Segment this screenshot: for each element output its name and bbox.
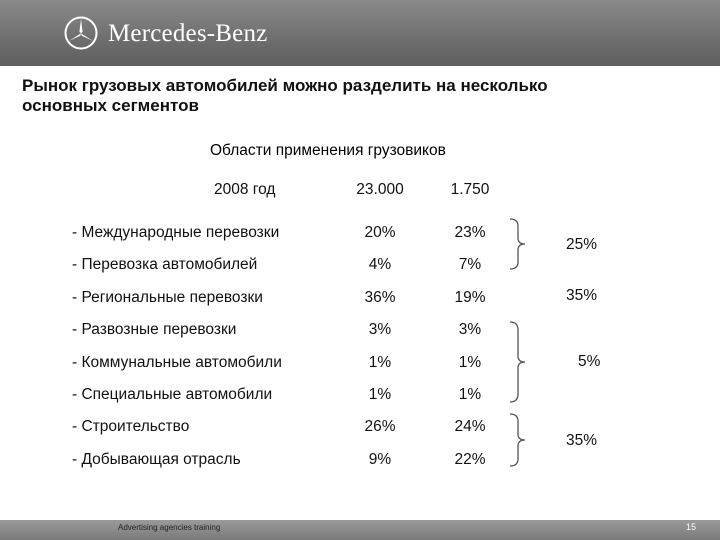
row-value-1: 1%: [368, 386, 392, 403]
group-total: 35%: [566, 432, 598, 449]
row-value-2: 1%: [458, 386, 482, 403]
row-value-2: 7%: [458, 256, 482, 273]
page-number: 15: [686, 522, 697, 532]
row-value-1: 20%: [364, 224, 396, 241]
mercedes-star-icon: [64, 16, 98, 50]
row-label: - Специальные автомобили: [72, 386, 273, 403]
group-brace: [508, 413, 528, 467]
row-value-1: 26%: [364, 418, 396, 435]
row-value-1: 1%: [368, 354, 392, 371]
row-label: - Региональные перевозки: [72, 289, 263, 306]
row-value-2: 1%: [458, 354, 482, 371]
row-label: - Строительство: [72, 418, 190, 435]
row-value-2: 19%: [454, 289, 486, 306]
row-label: - Добывающая отрасль: [72, 451, 241, 468]
footer-caption: Advertising agencies training: [118, 523, 221, 532]
year-label: 2008 год: [214, 181, 276, 198]
row-value-2: 22%: [454, 451, 486, 468]
group-brace: [508, 321, 528, 403]
row-label: - Коммунальные автомобили: [72, 354, 282, 371]
group-total: 35%: [566, 287, 598, 304]
header-bar: [0, 0, 720, 66]
row-label: - Перевозка автомобилей: [72, 256, 258, 273]
section-subtitle: Области применения грузовиков: [210, 142, 446, 159]
page-title: Рынок грузовых автомобилей можно разделить на несколько основных сегментов: [22, 76, 548, 115]
row-value-2: 23%: [454, 224, 486, 241]
row-value-1: 3%: [368, 321, 392, 338]
row-value-1: 36%: [364, 289, 396, 306]
group-brace: [508, 218, 528, 270]
col1-header: 23.000: [356, 181, 404, 198]
row-value-1: 4%: [368, 256, 392, 273]
row-value-1: 9%: [368, 451, 392, 468]
col2-header: 1.750: [450, 181, 490, 198]
row-value-2: 24%: [454, 418, 486, 435]
footer-bar: [0, 520, 720, 540]
row-label: - Развозные перевозки: [72, 321, 237, 338]
group-total: 5%: [578, 353, 601, 370]
row-label: - Международные перевозки: [72, 224, 280, 241]
row-value-2: 3%: [458, 321, 482, 338]
brand-name: Mercedes-Benz: [108, 20, 268, 47]
group-total: 25%: [566, 236, 598, 253]
